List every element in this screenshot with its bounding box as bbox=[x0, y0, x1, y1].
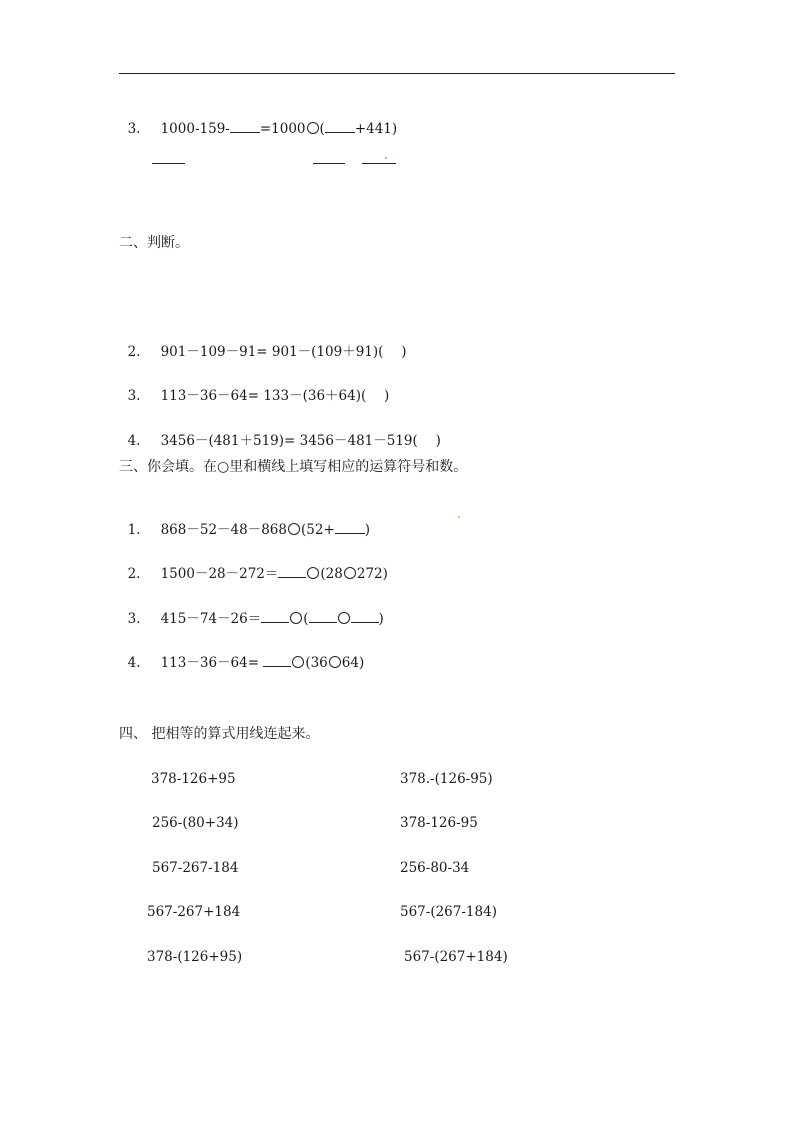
expression-part: ) bbox=[364, 522, 371, 538]
question-number: 3. bbox=[127, 388, 141, 404]
expression-part: (52+ bbox=[301, 522, 335, 538]
expression-part: 64) bbox=[341, 655, 365, 671]
right-expression[interactable]: 256-80-34 bbox=[400, 860, 470, 876]
question-number: 4. bbox=[127, 655, 141, 671]
operator-circle[interactable] bbox=[307, 567, 319, 579]
expression-part: 868－52－48－868 bbox=[160, 522, 287, 538]
answer-blank[interactable] bbox=[309, 610, 337, 623]
question-number: 1. bbox=[127, 522, 141, 538]
operator-circle[interactable] bbox=[307, 122, 319, 134]
left-expression[interactable]: 378-(126+95) bbox=[147, 949, 243, 965]
answer-blank[interactable] bbox=[278, 565, 306, 578]
fill-item bbox=[119, 503, 370, 539]
question-number: 2. bbox=[127, 566, 141, 582]
operator-circle[interactable] bbox=[329, 656, 341, 668]
answer-blank[interactable] bbox=[351, 610, 379, 623]
right-expression[interactable]: 567-(267-184) bbox=[400, 904, 497, 920]
question-number: 4. bbox=[127, 433, 141, 449]
left-expression[interactable]: 567-267+184 bbox=[147, 904, 241, 920]
judge-item bbox=[119, 414, 441, 450]
answer-blank[interactable] bbox=[313, 163, 345, 164]
judge-item bbox=[119, 369, 389, 405]
expression-part: 272) bbox=[356, 566, 388, 582]
expression-part: (36 bbox=[305, 655, 328, 671]
left-expression[interactable]: 378-126+95 bbox=[151, 771, 236, 787]
expression-part: ( bbox=[319, 121, 325, 137]
answer-blank[interactable] bbox=[335, 521, 365, 534]
right-expression[interactable]: 567-(267+184) bbox=[404, 949, 508, 965]
answer-blank[interactable] bbox=[230, 120, 260, 133]
expression-part: 113－36－64= bbox=[160, 655, 264, 671]
operator-circle[interactable] bbox=[344, 567, 356, 579]
fill-item bbox=[119, 547, 388, 583]
header-rule bbox=[119, 73, 675, 74]
operator-circle[interactable] bbox=[292, 656, 304, 668]
operator-circle[interactable] bbox=[338, 612, 350, 624]
left-expression[interactable]: 256-(80+34) bbox=[152, 815, 239, 831]
operator-circle[interactable] bbox=[290, 612, 302, 624]
stray-dot bbox=[458, 516, 460, 518]
fill-item bbox=[119, 592, 384, 628]
stray-dot bbox=[385, 157, 387, 159]
operator-circle[interactable] bbox=[288, 523, 300, 535]
expression-part: ) bbox=[378, 611, 384, 627]
expression-part: +441) bbox=[354, 121, 398, 137]
judge-expression: 113－36－64= 133－(36＋64)( ) bbox=[160, 388, 390, 404]
question-number: 3. bbox=[127, 611, 141, 627]
judge-expression: 3456－(481＋519)= 3456－481－519( ) bbox=[160, 433, 441, 449]
right-expression[interactable]: 378-126-95 bbox=[400, 815, 478, 831]
expression-part: 1000-159- bbox=[160, 121, 230, 137]
expression-part: 1500－28－272＝ bbox=[160, 566, 279, 582]
answer-blank[interactable] bbox=[261, 610, 289, 623]
right-expression[interactable]: 378.-(126-95) bbox=[400, 771, 493, 787]
section-4-heading: 四、 把相等的算式用线连起来。 bbox=[119, 726, 320, 742]
answer-blank[interactable] bbox=[362, 163, 396, 164]
fill-item bbox=[119, 636, 364, 672]
answer-blank[interactable] bbox=[263, 654, 291, 667]
section-2-heading: 二、判断。 bbox=[119, 235, 189, 251]
expression-part: (28 bbox=[320, 566, 343, 582]
question-number: 3. bbox=[127, 121, 141, 137]
judge-expression: 901－109－91= 901－(109＋91)( ) bbox=[160, 344, 407, 360]
expression-part: =1000 bbox=[259, 121, 306, 137]
judge-item bbox=[119, 325, 406, 361]
answer-blank[interactable] bbox=[152, 163, 185, 164]
expression-part: 415－74－26＝ bbox=[160, 611, 262, 627]
expression-part: ( bbox=[303, 611, 309, 627]
answer-blank[interactable] bbox=[325, 120, 355, 133]
section-3-heading: 三、你会填。在○里和横线上填写相应的运算符号和数。 bbox=[119, 459, 468, 475]
left-expression[interactable]: 567-267-184 bbox=[152, 860, 239, 876]
question-3-fill bbox=[119, 102, 397, 138]
question-number: 2. bbox=[127, 344, 141, 360]
